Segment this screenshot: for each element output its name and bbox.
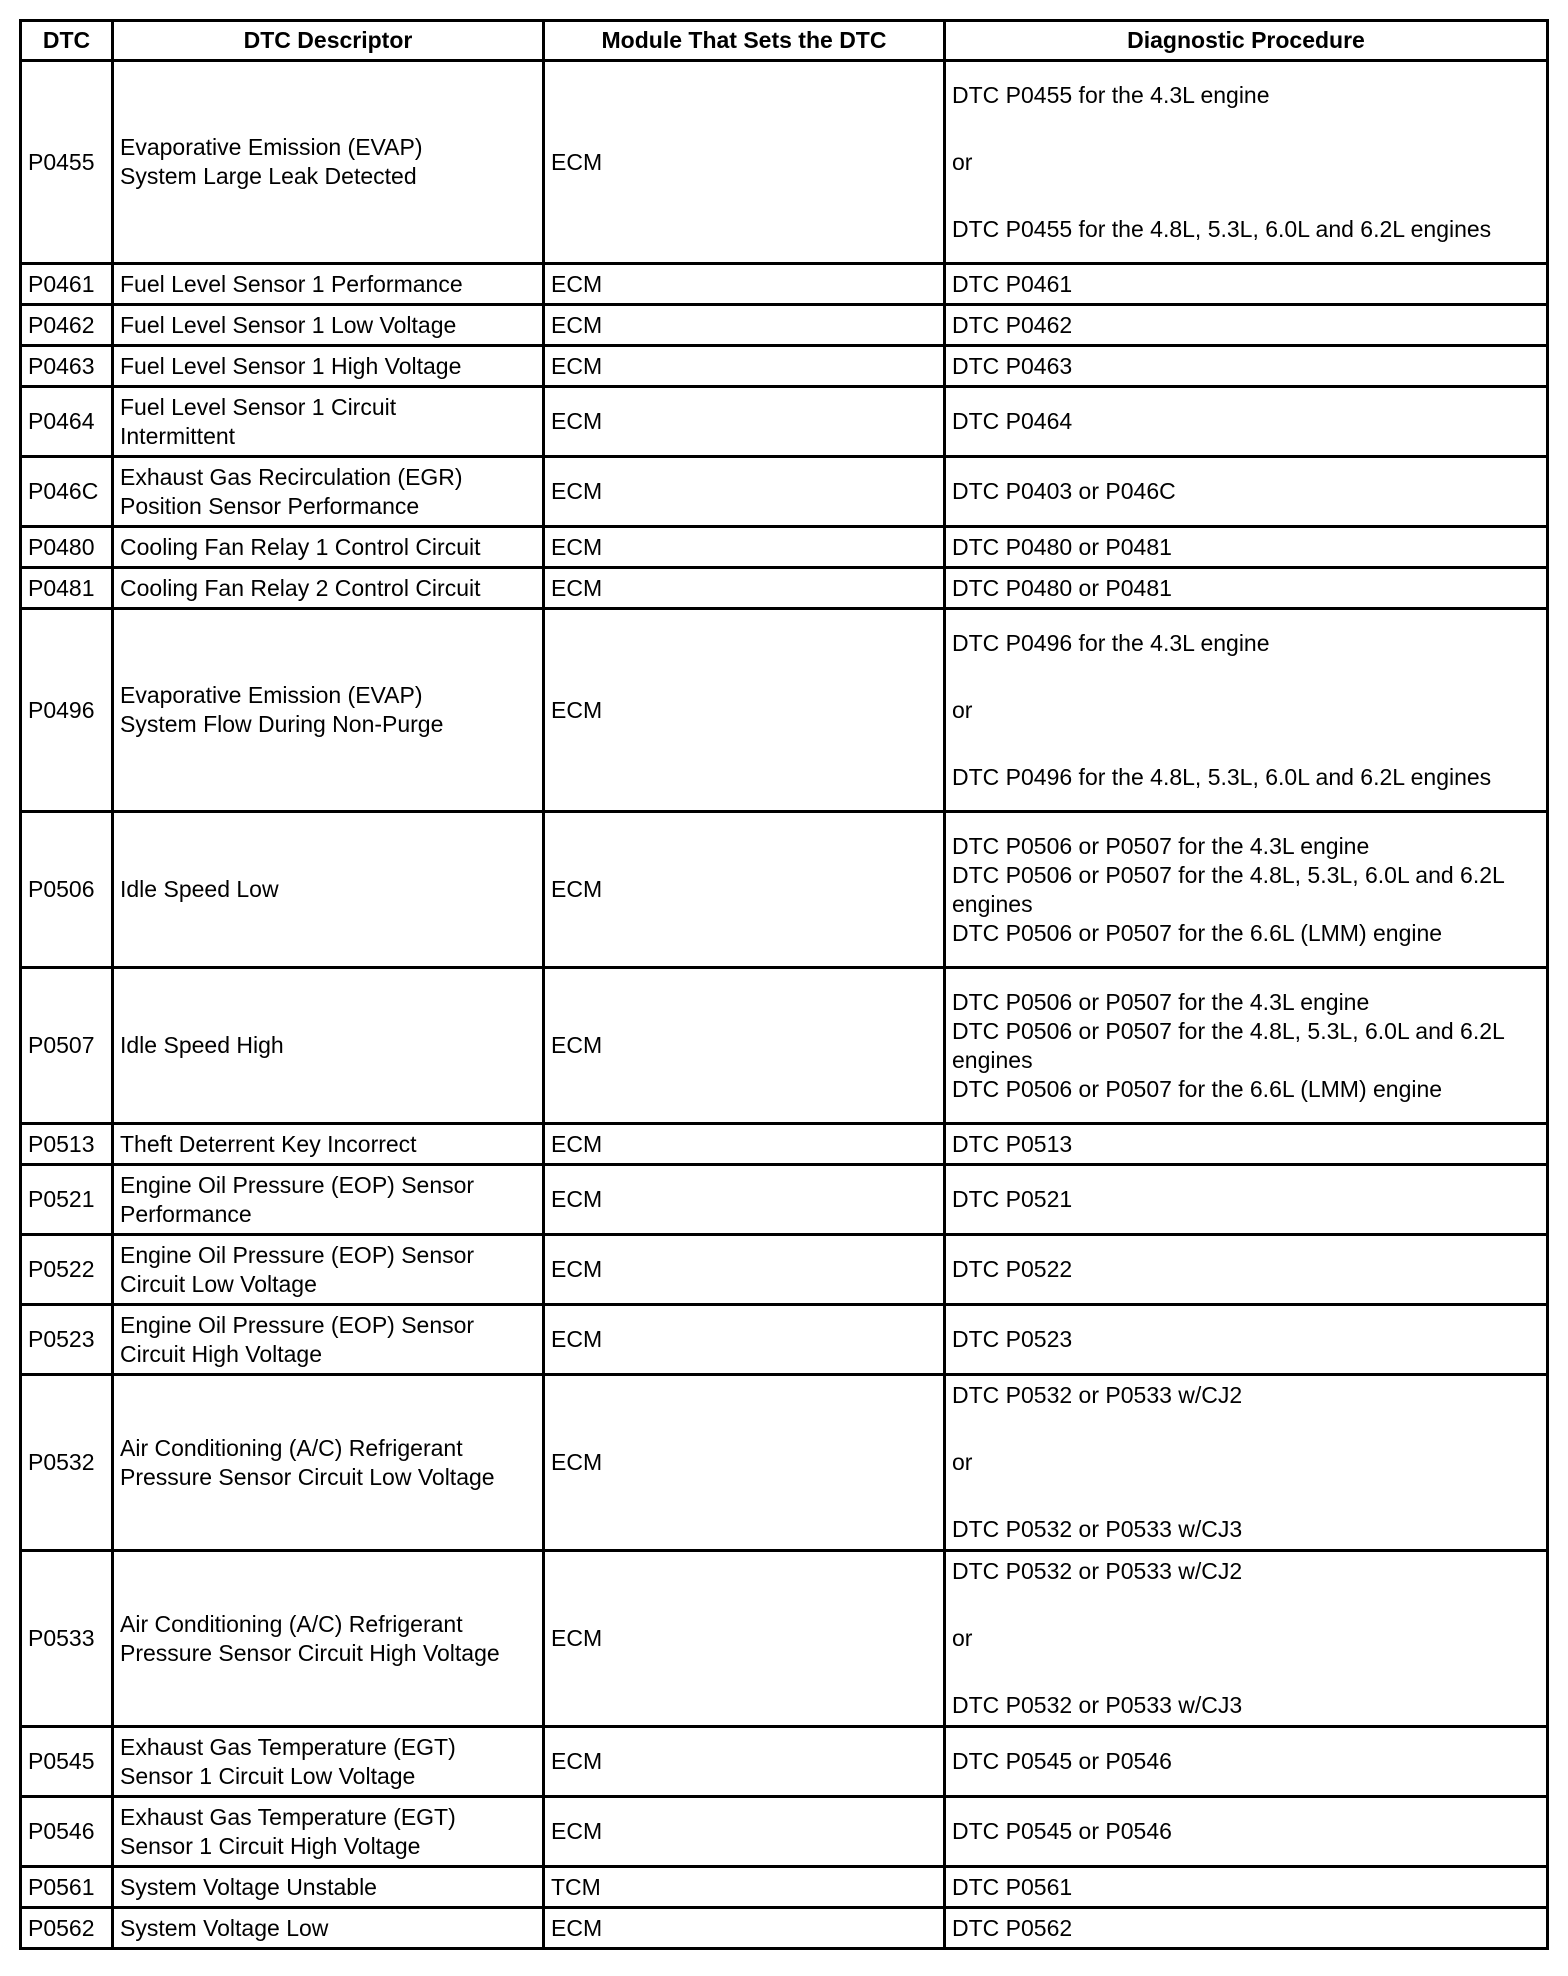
procedure-line: DTC P0523 xyxy=(952,1326,1073,1352)
table-row xyxy=(21,1727,1548,1797)
header-row xyxy=(21,21,1548,61)
procedure-line: DTC P0506 or P0507 for the 4.8L, 5.3L, 6.0L and 6.2L engines xyxy=(952,861,1504,917)
procedure-line: DTC P0532 or P0533 w/CJ3 xyxy=(952,1692,1243,1718)
procedure-line: DTC P0463 xyxy=(952,352,1073,379)
procedure-line: or xyxy=(952,1625,973,1651)
procedure-line: DTC P0532 or P0533 w/CJ3 xyxy=(952,1516,1243,1542)
dtc-descriptor xyxy=(113,1235,544,1305)
procedure-line: DTC P0506 or P0507 for the 6.6L (LMM) engine xyxy=(952,919,1443,946)
descriptor-line: Exhaust Gas Recirculation (EGR) xyxy=(120,463,463,490)
descriptor-line: Circuit High Voltage xyxy=(120,1340,322,1367)
procedure-line: DTC P0562 xyxy=(952,1914,1073,1941)
descriptor-line: Cooling Fan Relay 2 Control Circuit xyxy=(120,574,481,601)
module-cell: ECM xyxy=(544,1908,945,1949)
procedure-line: DTC P0455 for the 4.3L engine xyxy=(952,81,1270,108)
module-cell: ECM xyxy=(544,609,945,812)
procedure-line: DTC P0532 or P0533 w/CJ2 xyxy=(952,1382,1243,1408)
procedure-cell xyxy=(945,568,1548,609)
descriptor-line: Air Conditioning (A/C) Refrigerant xyxy=(120,1610,463,1637)
descriptor-line: Exhaust Gas Temperature (EGT) xyxy=(120,1803,456,1830)
dtc-descriptor xyxy=(113,1797,544,1867)
procedure-line: DTC P0506 or P0507 for the 6.6L (LMM) engine xyxy=(952,1075,1443,1102)
module-cell: ECM xyxy=(544,305,945,346)
table-row xyxy=(21,968,1548,1124)
dtc-descriptor xyxy=(113,264,544,305)
dtc-descriptor xyxy=(113,61,544,264)
table-row xyxy=(21,609,1548,812)
dtc-code: P0463 xyxy=(21,346,113,387)
table-row xyxy=(21,812,1548,968)
dtc-descriptor xyxy=(113,527,544,568)
dtc-descriptor xyxy=(113,457,544,527)
procedure-line: DTC P0532 or P0533 w/CJ2 xyxy=(952,1558,1243,1584)
table-row xyxy=(21,1551,1548,1727)
dtc-code: P0533 xyxy=(21,1551,113,1727)
module-cell: ECM xyxy=(544,968,945,1124)
dtc-code: P0455 xyxy=(21,61,113,264)
table-row xyxy=(21,264,1548,305)
descriptor-line: Idle Speed Low xyxy=(120,876,279,902)
table-body xyxy=(21,61,1548,1949)
procedure-line: DTC P0545 or P0546 xyxy=(952,1748,1172,1774)
procedure-cell xyxy=(945,1551,1548,1727)
descriptor-line: Air Conditioning (A/C) Refrigerant xyxy=(120,1434,463,1461)
descriptor-line: Fuel Level Sensor 1 High Voltage xyxy=(120,352,462,379)
procedure-line: or xyxy=(952,148,973,175)
module-cell: TCM xyxy=(544,1867,945,1908)
dtc-descriptor xyxy=(113,305,544,346)
module-cell: ECM xyxy=(544,457,945,527)
table-row xyxy=(21,457,1548,527)
module-cell: ECM xyxy=(544,568,945,609)
table-row xyxy=(21,1124,1548,1165)
dtc-code: P0480 xyxy=(21,527,113,568)
procedure-cell xyxy=(945,387,1548,457)
table-row xyxy=(21,1165,1548,1235)
dtc-code: P0481 xyxy=(21,568,113,609)
module-cell: ECM xyxy=(544,264,945,305)
dtc-descriptor xyxy=(113,1551,544,1727)
dtc-code: P0545 xyxy=(21,1727,113,1797)
module-cell: ECM xyxy=(544,387,945,457)
header-dtc: DTC xyxy=(21,21,113,61)
descriptor-line: Engine Oil Pressure (EOP) Sensor xyxy=(120,1171,475,1198)
procedure-line: DTC P0506 or P0507 for the 4.8L, 5.3L, 6.0L and 6.2L engines xyxy=(952,1017,1504,1073)
dtc-descriptor xyxy=(113,346,544,387)
dtc-code: P0546 xyxy=(21,1797,113,1867)
dtc-code: P0507 xyxy=(21,968,113,1124)
procedure-cell xyxy=(945,457,1548,527)
table-row xyxy=(21,346,1548,387)
descriptor-line: Position Sensor Performance xyxy=(120,492,420,519)
dtc-descriptor xyxy=(113,568,544,609)
module-cell: ECM xyxy=(544,1165,945,1235)
dtc-descriptor xyxy=(113,812,544,968)
dtc-code: P0523 xyxy=(21,1305,113,1375)
dtc-descriptor xyxy=(113,1375,544,1551)
procedure-line: DTC P0480 or P0481 xyxy=(952,574,1172,601)
descriptor-line: Idle Speed High xyxy=(120,1032,284,1058)
procedure-line: DTC P0455 for the 4.8L, 5.3L, 6.0L and 6.2L engines xyxy=(952,215,1492,242)
table-row xyxy=(21,1867,1548,1908)
dtc-descriptor xyxy=(113,1165,544,1235)
procedure-cell xyxy=(945,1124,1548,1165)
descriptor-line: Circuit Low Voltage xyxy=(120,1270,317,1297)
table-row xyxy=(21,1797,1548,1867)
procedure-line: DTC P0480 or P0481 xyxy=(952,533,1172,560)
descriptor-line: Exhaust Gas Temperature (EGT) xyxy=(120,1733,456,1760)
procedure-line: DTC P0506 or P0507 for the 4.3L engine xyxy=(952,832,1370,859)
descriptor-line: System Voltage Low xyxy=(120,1914,329,1941)
module-cell: ECM xyxy=(544,346,945,387)
module-cell: ECM xyxy=(544,1727,945,1797)
procedure-cell xyxy=(945,1305,1548,1375)
module-cell: ECM xyxy=(544,1124,945,1165)
module-cell: ECM xyxy=(544,1797,945,1867)
procedure-cell xyxy=(945,1797,1548,1867)
table-row xyxy=(21,305,1548,346)
dtc-code: P0496 xyxy=(21,609,113,812)
header-module: Module That Sets the DTC xyxy=(544,21,945,61)
descriptor-line: Sensor 1 Circuit High Voltage xyxy=(120,1832,421,1859)
descriptor-line: Performance xyxy=(120,1200,252,1227)
procedure-line: DTC P0496 for the 4.3L engine xyxy=(952,629,1270,656)
dtc-table xyxy=(19,19,1549,1950)
procedure-cell xyxy=(945,812,1548,968)
procedure-cell xyxy=(945,264,1548,305)
procedure-cell xyxy=(945,968,1548,1124)
procedure-cell xyxy=(945,609,1548,812)
dtc-code: P0561 xyxy=(21,1867,113,1908)
descriptor-line: System Large Leak Detected xyxy=(120,163,417,189)
dtc-descriptor xyxy=(113,1305,544,1375)
dtc-code: P0462 xyxy=(21,305,113,346)
descriptor-line: Fuel Level Sensor 1 Low Voltage xyxy=(120,311,457,338)
procedure-cell xyxy=(945,346,1548,387)
procedure-line: DTC P0521 xyxy=(952,1186,1073,1212)
module-cell: ECM xyxy=(544,812,945,968)
procedure-cell xyxy=(945,305,1548,346)
module-cell: ECM xyxy=(544,1235,945,1305)
dtc-code: P046C xyxy=(21,457,113,527)
descriptor-line: Engine Oil Pressure (EOP) Sensor xyxy=(120,1241,475,1268)
dtc-descriptor xyxy=(113,1124,544,1165)
procedure-cell xyxy=(945,1727,1548,1797)
descriptor-line: Fuel Level Sensor 1 Performance xyxy=(120,270,463,297)
descriptor-line: Evaporative Emission (EVAP) xyxy=(120,134,423,160)
descriptor-line: System Flow During Non-Purge xyxy=(120,711,444,737)
descriptor-line: Cooling Fan Relay 1 Control Circuit xyxy=(120,533,481,560)
dtc-descriptor xyxy=(113,968,544,1124)
dtc-code: P0513 xyxy=(21,1124,113,1165)
dtc-descriptor xyxy=(113,1727,544,1797)
procedure-cell xyxy=(945,1908,1548,1949)
dtc-code: P0532 xyxy=(21,1375,113,1551)
table-row xyxy=(21,568,1548,609)
descriptor-line: Pressure Sensor Circuit High Voltage xyxy=(120,1639,500,1666)
procedure-line: or xyxy=(952,1449,973,1475)
descriptor-line: Theft Deterrent Key Incorrect xyxy=(120,1130,417,1157)
procedure-line: DTC P0496 for the 4.8L, 5.3L, 6.0L and 6.2L engines xyxy=(952,763,1492,790)
procedure-line: DTC P0403 or P046C xyxy=(952,478,1176,504)
procedure-line: DTC P0506 or P0507 for the 4.3L engine xyxy=(952,988,1370,1015)
descriptor-line: Fuel Level Sensor 1 Circuit xyxy=(120,393,397,420)
procedure-line: DTC P0464 xyxy=(952,408,1073,434)
procedure-line: DTC P0461 xyxy=(952,270,1073,297)
procedure-line: DTC P0561 xyxy=(952,1873,1073,1900)
table-row xyxy=(21,1235,1548,1305)
dtc-descriptor xyxy=(113,1867,544,1908)
procedure-cell xyxy=(945,527,1548,568)
procedure-line: or xyxy=(952,696,973,723)
table-row xyxy=(21,1908,1548,1949)
descriptor-line: Engine Oil Pressure (EOP) Sensor xyxy=(120,1311,475,1338)
table-row xyxy=(21,61,1548,264)
procedure-cell xyxy=(945,1375,1548,1551)
procedure-cell xyxy=(945,1867,1548,1908)
dtc-descriptor xyxy=(113,1908,544,1949)
procedure-cell xyxy=(945,1235,1548,1305)
procedure-cell xyxy=(945,61,1548,264)
procedure-line: DTC P0513 xyxy=(952,1130,1073,1157)
descriptor-line: Evaporative Emission (EVAP) xyxy=(120,682,423,708)
dtc-descriptor xyxy=(113,387,544,457)
header-procedure: Diagnostic Procedure xyxy=(945,21,1548,61)
dtc-code: P0464 xyxy=(21,387,113,457)
procedure-line: DTC P0462 xyxy=(952,311,1073,338)
descriptor-line: Sensor 1 Circuit Low Voltage xyxy=(120,1762,416,1789)
procedure-cell xyxy=(945,1165,1548,1235)
table-row xyxy=(21,1375,1548,1551)
descriptor-line: Pressure Sensor Circuit Low Voltage xyxy=(120,1463,495,1490)
descriptor-line: Intermittent xyxy=(120,422,236,449)
dtc-descriptor xyxy=(113,609,544,812)
module-cell: ECM xyxy=(544,527,945,568)
header-descriptor: DTC Descriptor xyxy=(113,21,544,61)
table-row xyxy=(21,527,1548,568)
module-cell: ECM xyxy=(544,1305,945,1375)
dtc-code: P0521 xyxy=(21,1165,113,1235)
dtc-code: P0562 xyxy=(21,1908,113,1949)
dtc-code: P0461 xyxy=(21,264,113,305)
dtc-code: P0506 xyxy=(21,812,113,968)
procedure-line: DTC P0545 or P0546 xyxy=(952,1818,1172,1844)
module-cell: ECM xyxy=(544,1551,945,1727)
module-cell: ECM xyxy=(544,61,945,264)
module-cell: ECM xyxy=(544,1375,945,1551)
dtc-code: P0522 xyxy=(21,1235,113,1305)
table-row xyxy=(21,387,1548,457)
descriptor-line: System Voltage Unstable xyxy=(120,1873,377,1900)
procedure-line: DTC P0522 xyxy=(952,1256,1073,1282)
table-row xyxy=(21,1305,1548,1375)
